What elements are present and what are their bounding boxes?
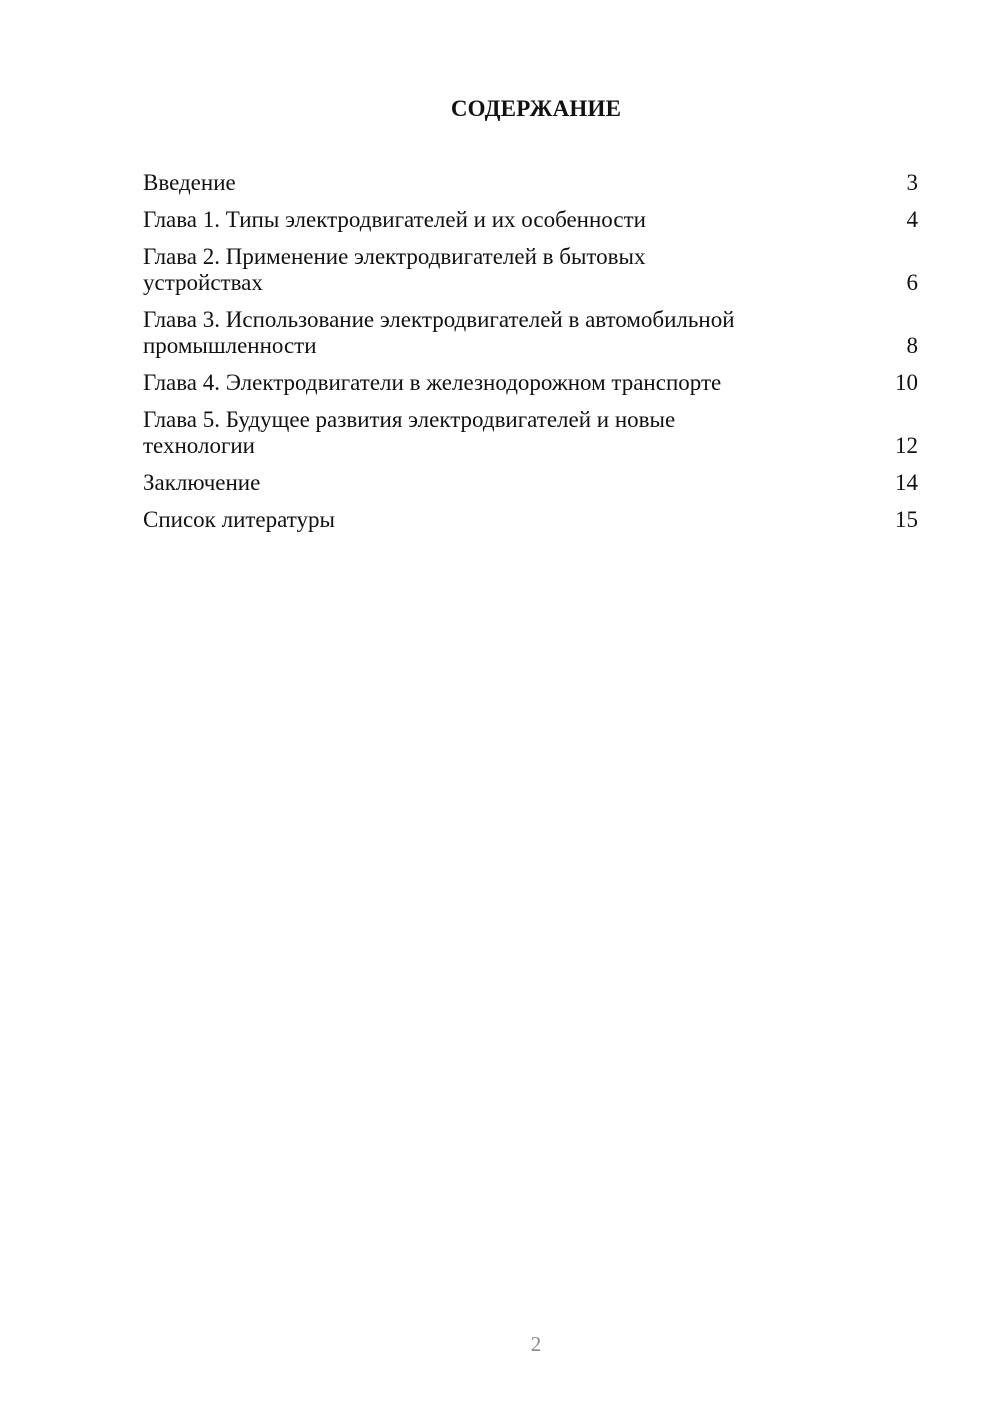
- toc-entry-page: 15: [895, 507, 918, 532]
- toc-entry-label: Список литературы: [143, 507, 335, 532]
- toc-entry-page: 14: [895, 470, 918, 495]
- toc-entry-label: Глава 4. Электродвигатели в железнодорожном транспорте: [143, 370, 722, 395]
- toc-entry-page: 12: [895, 433, 918, 458]
- toc-entry-label: Глава 1. Типы электродвигателей и их особенности: [143, 207, 646, 232]
- toc-entry-page: 4: [906, 207, 918, 232]
- toc-entry-conclusion: [143, 470, 918, 496]
- toc-entry-label: Глава 5. Будущее развития электродвигателей и новые технологии: [143, 407, 676, 458]
- toc-entry-chapter-5: [143, 407, 918, 459]
- toc-entry-references: [143, 507, 918, 533]
- toc-entry-page: 3: [906, 170, 918, 195]
- toc-entry-label: Глава 3. Использование электродвигателей в автомобильной промышленности: [143, 307, 735, 358]
- toc-title: СОДЕРЖАНИЕ: [450, 96, 622, 121]
- page-number: 2: [530, 1332, 542, 1356]
- toc-entry-page: 8: [906, 333, 918, 358]
- toc-entry-label: Заключение: [143, 470, 261, 495]
- table-of-contents: [143, 170, 918, 544]
- toc-entry-page: 10: [895, 370, 918, 395]
- toc-entry-chapter-1: [143, 207, 918, 233]
- toc-entry-label: Введение: [143, 170, 236, 195]
- toc-entry-chapter-4: [143, 370, 918, 396]
- toc-entry-page: 6: [906, 270, 918, 295]
- toc-entry-introduction: [143, 170, 918, 196]
- toc-entry-chapter-2: [143, 244, 918, 296]
- toc-entry-chapter-3: [143, 307, 918, 359]
- toc-entry-label: Глава 2. Применение электродвигателей в бытовых устройствах: [143, 244, 646, 295]
